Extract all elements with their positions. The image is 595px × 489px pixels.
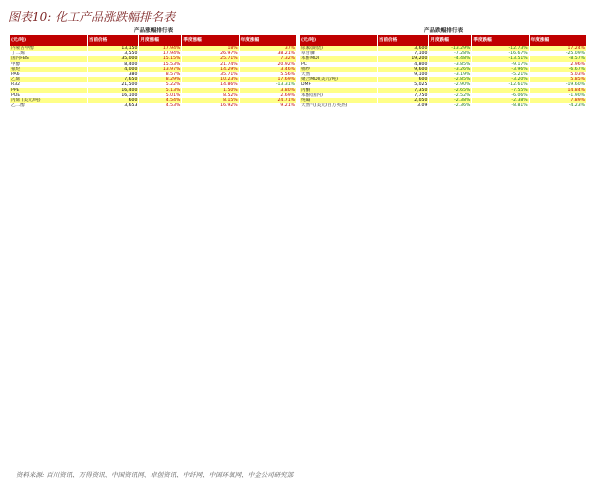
- value-cell: -12.73%: [472, 46, 529, 51]
- product-name-cell: 甲醇: [10, 62, 87, 67]
- value-cell: 38.21%: [239, 51, 296, 56]
- product-name-cell: DMF: [300, 82, 377, 87]
- source-note: 资料来源: 百川资讯、万得资讯、中国资讯网、卓创资讯、中纤网、中国环氧网、中金公司研究部: [16, 471, 294, 479]
- value-cell: -2.36%: [429, 103, 472, 108]
- column-header: (元/吨): [10, 35, 87, 46]
- losers-table: [300, 35, 587, 108]
- product-name-cell: PPE: [10, 88, 87, 93]
- value-cell: -2.90%: [429, 82, 472, 87]
- value-cell: 4,000: [87, 67, 139, 72]
- gainers-header-row: [10, 35, 297, 46]
- value-cell: -2.52%: [429, 93, 472, 98]
- value-cell: 3.80%: [239, 88, 296, 93]
- column-header: 当前价格: [87, 35, 139, 46]
- value-cell: 3,550: [87, 51, 139, 56]
- value-cell: -2.38%: [472, 98, 529, 103]
- value-cell: -19.60%: [529, 82, 586, 87]
- losers-header-row: [300, 35, 587, 46]
- value-cell: 17.94%: [139, 46, 182, 51]
- value-cell: -4.48%: [429, 56, 472, 61]
- product-name-cell: POE: [10, 93, 87, 98]
- value-cell: -5.21%: [472, 72, 529, 77]
- value-cell: 16,400: [87, 88, 139, 93]
- value-cell: 26.97%: [182, 51, 239, 56]
- losers-panel: [300, 27, 587, 458]
- value-cell: 3,600: [377, 46, 429, 51]
- value-cell: 3,653: [87, 103, 139, 108]
- value-cell: 600: [87, 98, 139, 103]
- value-cell: 8.57%: [139, 72, 182, 77]
- value-cell: 18%: [182, 46, 239, 51]
- value-cell: -13.51%: [472, 56, 529, 61]
- value-cell: 15.15%: [139, 56, 182, 61]
- value-cell: 21,500: [87, 82, 139, 87]
- value-cell: -3.19%: [429, 72, 472, 77]
- value-cell: 20.92%: [239, 62, 296, 67]
- value-cell: 37%: [239, 46, 296, 51]
- product-name-cell: 内蒙古甲醇: [10, 46, 87, 51]
- value-cell: 19,200: [377, 56, 429, 61]
- value-cell: -3.20%: [472, 77, 529, 82]
- product-name-cell: 乙烯: [10, 77, 87, 82]
- value-cell: 35.71%: [182, 72, 239, 77]
- product-name-cell: PC: [300, 62, 377, 67]
- value-cell: 16.92%: [182, 103, 239, 108]
- column-header: 季度跌幅: [472, 35, 529, 46]
- value-cell: -3.85%: [429, 62, 472, 67]
- value-cell: -12.61%: [472, 82, 529, 87]
- value-cell: 14.84%: [529, 88, 586, 93]
- value-cell: -9.17%: [472, 62, 529, 67]
- product-name-cell: 天然: [300, 72, 377, 77]
- value-cell: 9,600: [377, 67, 429, 72]
- product-name-cell: 丁二烯: [10, 51, 87, 56]
- value-cell: 5,025: [377, 82, 429, 87]
- value-cell: 2,050: [377, 98, 429, 103]
- losers-heading: 产品跌幅排行表: [423, 28, 464, 34]
- column-header: 季度涨幅: [182, 35, 239, 46]
- value-cell: 5.22%: [139, 82, 182, 87]
- value-cell: 7,350: [377, 88, 429, 93]
- gainers-panel: [10, 27, 297, 458]
- column-header: 月度涨幅: [139, 35, 182, 46]
- value-cell: -25.09%: [529, 51, 586, 56]
- value-cell: -8.81%: [472, 103, 529, 108]
- value-cell: 17.69%: [239, 77, 296, 82]
- product-name-cell: PA6: [10, 72, 87, 77]
- value-cell: 8.15%: [182, 98, 239, 103]
- value-cell: 4.54%: [139, 98, 182, 103]
- column-header: 年度涨幅: [529, 35, 586, 46]
- value-cell: 13.97%: [139, 67, 182, 72]
- value-cell: 8,400: [87, 62, 139, 67]
- product-name-cell: 棉纱: [300, 67, 377, 72]
- value-cell: 5.01%: [139, 93, 182, 98]
- table-row: [10, 103, 297, 108]
- value-cell: 3.09: [377, 103, 429, 108]
- value-cell: -2.85%: [429, 77, 472, 82]
- value-cell: 4.53%: [139, 103, 182, 108]
- column-header: 月度跌幅: [429, 35, 472, 46]
- product-name-cell: 纯碱: [300, 98, 377, 103]
- value-cell: 7.89%: [529, 98, 586, 103]
- value-cell: 8.29%: [139, 77, 182, 82]
- value-cell: 5.85%: [529, 77, 586, 82]
- value-cell: -4.23%: [529, 103, 586, 108]
- gainers-heading: 产品涨幅排行表: [133, 28, 174, 34]
- product-name-cell: 聚合MDI(美元/吨): [300, 77, 377, 82]
- value-cell: 10.23%: [182, 77, 239, 82]
- value-cell: -13.31%: [239, 82, 296, 87]
- value-cell: 2.96%: [529, 62, 586, 67]
- value-cell: 9.21%: [239, 103, 296, 108]
- value-cell: 7,650: [87, 77, 139, 82]
- value-cell: 1.50%: [182, 88, 239, 93]
- product-name-cell: 乙二醇: [10, 103, 87, 108]
- value-cell: 4,800: [377, 62, 429, 67]
- product-name-cell: 丙酮: [300, 88, 377, 93]
- value-cell: 7,750: [377, 93, 429, 98]
- column-header: (元/吨): [300, 35, 377, 46]
- product-name-cell: 丙烯 (美元/吨): [10, 98, 87, 103]
- value-cell: 380: [87, 72, 139, 77]
- value-cell: 5.03%: [529, 72, 586, 77]
- value-cell: 13,150: [87, 46, 139, 51]
- product-name-cell: 氨纶: [10, 67, 87, 72]
- page-title: 图表10: 化工产品涨跌幅排名表: [8, 10, 176, 24]
- value-cell: 600: [377, 77, 429, 82]
- value-cell: -6.06%: [472, 93, 529, 98]
- value-cell: 8.52%: [182, 93, 239, 98]
- product-name-cell: 苯酚(国内): [300, 93, 377, 98]
- value-cell: 9,100: [377, 72, 429, 77]
- losers-rows: [300, 46, 587, 108]
- value-cell: 14.29%: [182, 67, 239, 72]
- value-cell: 3.46%: [239, 67, 296, 72]
- value-cell: -13.29%: [429, 46, 472, 51]
- value-cell: -8.57%: [529, 56, 586, 61]
- value-cell: 2.69%: [239, 93, 296, 98]
- product-name-cell: 尿素(期货): [300, 46, 377, 51]
- value-cell: 14.86%: [182, 82, 239, 87]
- value-cell: -16.67%: [472, 51, 529, 56]
- column-header: 当前价格: [377, 35, 429, 46]
- value-cell: 17.94%: [139, 51, 182, 56]
- value-cell: -1.90%: [529, 93, 586, 98]
- value-cell: 35,000: [87, 56, 139, 61]
- gainers-rows: [10, 46, 297, 108]
- value-cell: 7.32%: [239, 56, 296, 61]
- table-row: [300, 103, 587, 108]
- column-header: 年度涨幅: [239, 35, 296, 46]
- value-cell: 5.13%: [139, 88, 182, 93]
- value-cell: 24.71%: [239, 98, 296, 103]
- value-cell: 5.56%: [239, 72, 296, 77]
- value-cell: 15.53%: [139, 62, 182, 67]
- value-cell: -7.55%: [472, 88, 529, 93]
- value-cell: 25.71%: [182, 56, 239, 61]
- value-cell: -2.38%: [429, 98, 472, 103]
- gainers-table: [10, 35, 297, 108]
- product-name-cell: 国内FBS: [10, 56, 87, 61]
- product-name-cell: R32: [10, 82, 87, 87]
- value-cell: -3.26%: [429, 67, 472, 72]
- value-cell: 16,100: [87, 93, 139, 98]
- product-name-cell: 天然气(美元/百万英热): [300, 103, 377, 108]
- value-cell: -2.65%: [429, 88, 472, 93]
- product-name-cell: 苯酐MDI: [300, 56, 377, 61]
- value-cell: -3.96%: [472, 67, 529, 72]
- value-cell: -6.67%: [529, 67, 586, 72]
- value-cell: -7.28%: [429, 51, 472, 56]
- value-cell: 7,100: [377, 51, 429, 56]
- value-cell: 21.74%: [182, 62, 239, 67]
- value-cell: 17.24%: [529, 46, 586, 51]
- product-name-cell: 草甘膦: [300, 51, 377, 56]
